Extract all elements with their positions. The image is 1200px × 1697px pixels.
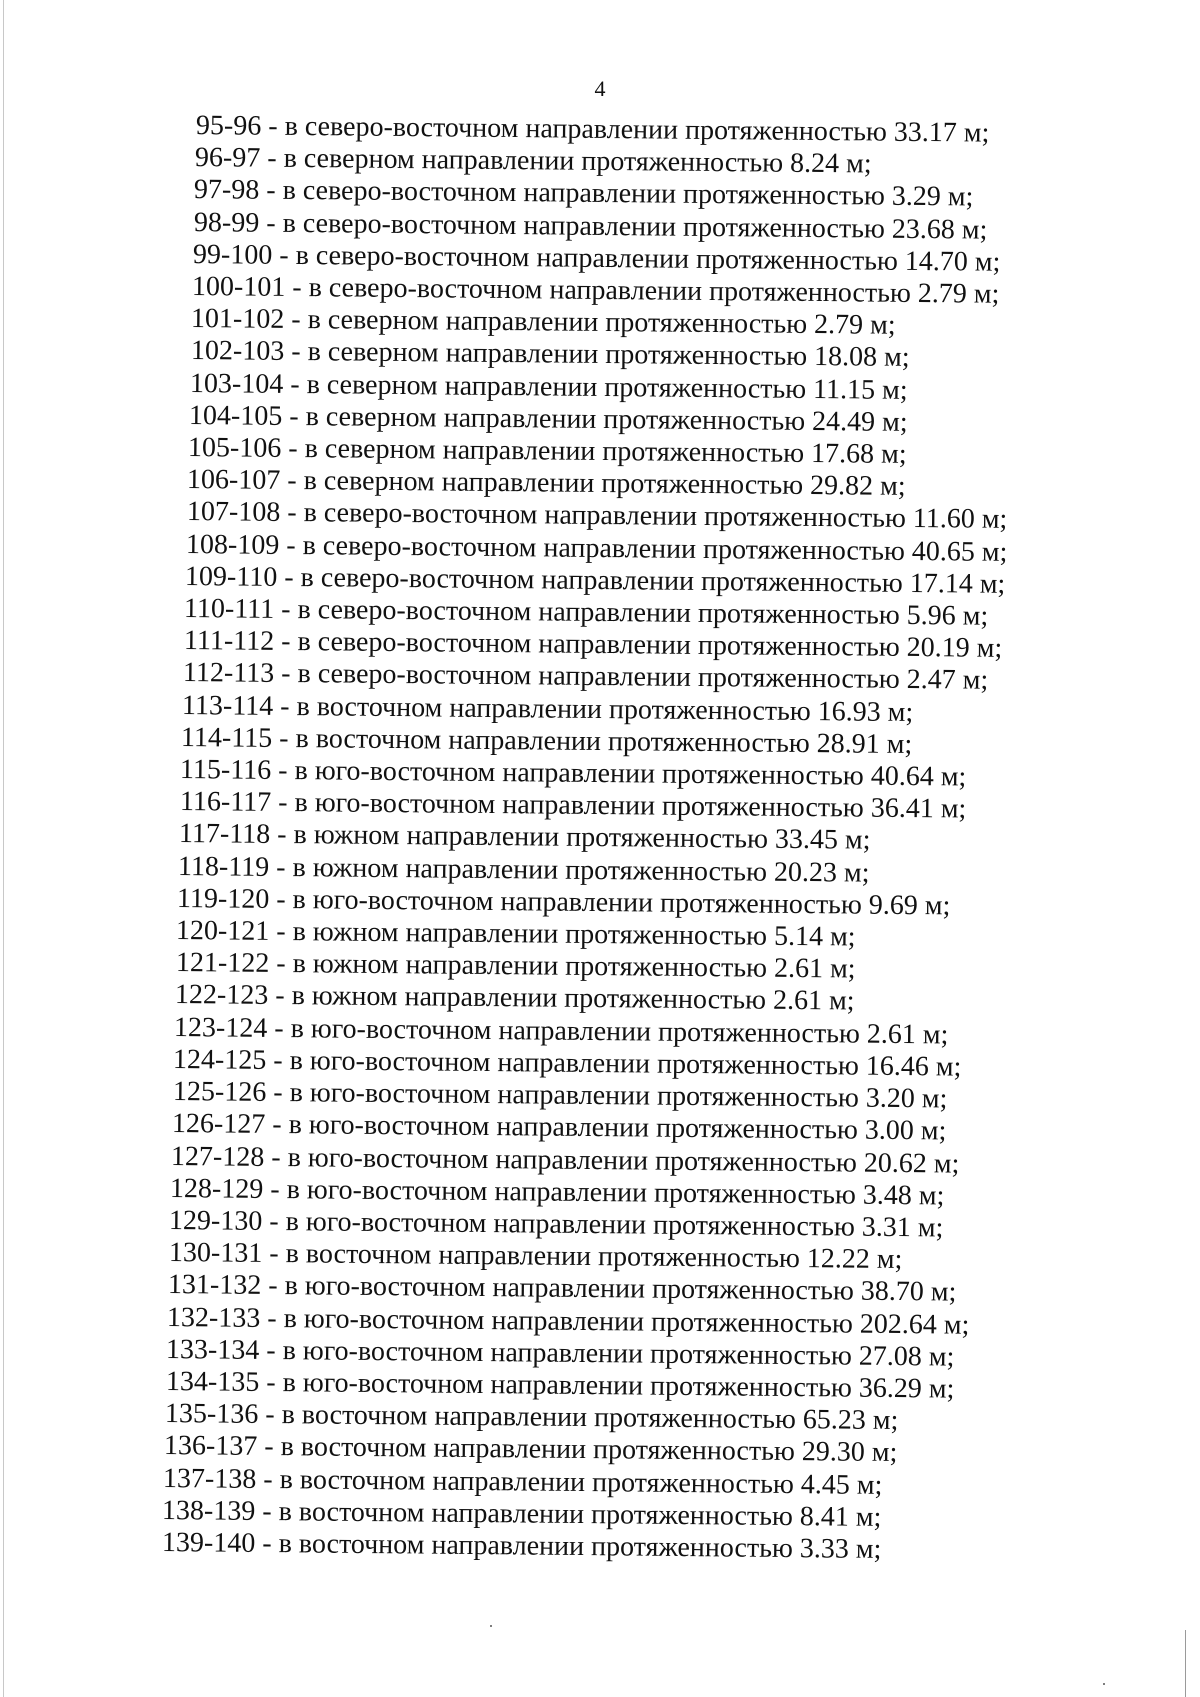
boundary-segment-line: 113-114 - в восточном направлении протяженностью 16.93 м; [181, 689, 914, 728]
boundary-segment-line: 111-112 - в северо-восточном направлении протяженностью 20.19 м; [183, 625, 1003, 665]
boundary-segment-line: 122-123 - в южном направлении протяженностью 2.61 м; [174, 979, 855, 1018]
boundary-segment-line: 110-111 - в северо-восточном направлении протяженностью 5.96 м; [183, 593, 989, 632]
boundary-segment-line: 105-106 - в северном направлении протяженностью 17.68 м; [187, 432, 907, 470]
boundary-description-list [161, 110, 1116, 1565]
boundary-segment-line: 103-104 - в северном направлении протяженностью 11.15 м; [189, 367, 908, 406]
page-number: 4 [594, 76, 606, 101]
boundary-segment-line: 114-115 - в восточном направлении протяженностью 28.91 м; [180, 721, 913, 760]
boundary-segment-line: 127-128 - в юго-восточном направлении протяженностью 20.62 м; [170, 1140, 960, 1180]
boundary-segment-line: 125-126 - в юго-восточном направлении протяженностью 3.20 м; [172, 1076, 948, 1115]
scan-speck [490, 1625, 492, 1627]
boundary-segment-line: 116-117 - в юго-восточном направлении протяженностью 36.41 м; [179, 786, 967, 825]
boundary-segment-line: 137-138 - в восточном направлении протяженностью 4.45 м; [162, 1462, 883, 1501]
boundary-segment-line: 96-97 - в северном направлении протяженностью 8.24 м; [194, 142, 872, 180]
boundary-segment-line: 134-135 - в юго-восточном направлении протяженностью 36.29 м; [165, 1365, 955, 1405]
boundary-segment-line: 99-100 - в северо-восточном направлении протяженностью 14.70 м; [192, 238, 1001, 278]
boundary-segment-line: 138-139 - в восточном направлении протяженностью 8.41 м; [161, 1494, 882, 1533]
scan-right-edge [1185, 1630, 1186, 1697]
boundary-segment-line: 126-127 - в юго-восточном направлении протяженностью 3.00 м; [171, 1108, 947, 1147]
boundary-segment-line: 112-113 - в северо-восточном направлении протяженностью 2.47 м; [182, 657, 989, 697]
boundary-segment-line: 124-125 - в юго-восточном направлении протяженностью 16.46 м; [172, 1043, 962, 1083]
boundary-segment-line: 121-122 - в южном направлении протяженностью 2.61 м; [175, 947, 856, 985]
boundary-segment-line: 139-140 - в восточном направлении протяженностью 3.33 м; [161, 1526, 882, 1565]
scan-left-edge [3, 0, 4, 1697]
boundary-segment-line: 119-120 - в юго-восточном направлении протяженностью 9.69 м; [176, 882, 951, 922]
boundary-segment-line: 120-121 - в южном направлении протяженностью 5.14 м; [175, 915, 856, 953]
boundary-segment-line: 115-116 - в юго-восточном направлении протяженностью 40.64 м; [179, 754, 967, 793]
boundary-segment-line: 109-110 - в северо-восточном направлении протяженностью 17.14 м; [184, 560, 1006, 600]
boundary-segment-line: 100-101 - в северо-восточном направлении протяженностью 2.79 м; [191, 271, 1000, 310]
boundary-segment-line: 123-124 - в юго-восточном направлении протяженностью 2.61 м; [173, 1011, 949, 1051]
boundary-segment-line: 104-105 - в северном направлении протяженностью 24.49 м; [188, 399, 908, 438]
boundary-segment-line: 106-107 - в северном направлении протяженностью 29.82 м; [186, 464, 906, 503]
boundary-segment-line: 128-129 - в юго-восточном направлении протяженностью 3.48 м; [169, 1172, 945, 1212]
boundary-segment-line: 118-119 - в южном направлении протяженностью 20.23 м; [177, 850, 870, 889]
boundary-segment-line: 107-108 - в северо-восточном направлении протяженностью 11.60 м; [186, 496, 1008, 536]
boundary-segment-line: 117-118 - в южном направлении протяженностью 33.45 м; [178, 818, 871, 857]
boundary-segment-line: 136-137 - в восточном направлении протяженностью 29.30 м; [163, 1430, 898, 1469]
boundary-segment-line: 132-133 - в юго-восточном направлении протяженностью 202.64 м; [166, 1301, 970, 1341]
boundary-segment-line: 97-98 - в северо-восточном направлении протяженностью 3.29 м; [193, 174, 974, 213]
boundary-segment-line: 98-99 - в северо-восточном направлении протяженностью 23.68 м; [193, 206, 988, 246]
boundary-segment-line: 101-102 - в северном направлении протяженностью 2.79 м; [190, 303, 896, 341]
boundary-segment-line: 135-136 - в восточном направлении протяженностью 65.23 м; [164, 1398, 899, 1437]
boundary-segment-line: 108-109 - в северо-восточном направлении протяженностью 40.65 м; [185, 528, 1008, 568]
boundary-segment-line: 130-131 - в восточном направлении протяженностью 12.22 м; [168, 1237, 903, 1276]
boundary-segment-line: 95-96 - в северо-восточном направлении протяженностью 33.17 м; [195, 110, 990, 149]
boundary-segment-line: 129-130 - в юго-восточном направлении протяженностью 3.31 м; [168, 1204, 944, 1244]
boundary-segment-line: 133-134 - в юго-восточном направлении протяженностью 27.08 м; [165, 1333, 955, 1373]
boundary-segment-line: 131-132 - в юго-восточном направлении протяженностью 38.70 м; [167, 1269, 957, 1308]
scan-speck [1103, 1683, 1105, 1685]
boundary-segment-line: 102-103 - в северном направлении протяженностью 18.08 м; [190, 335, 910, 374]
